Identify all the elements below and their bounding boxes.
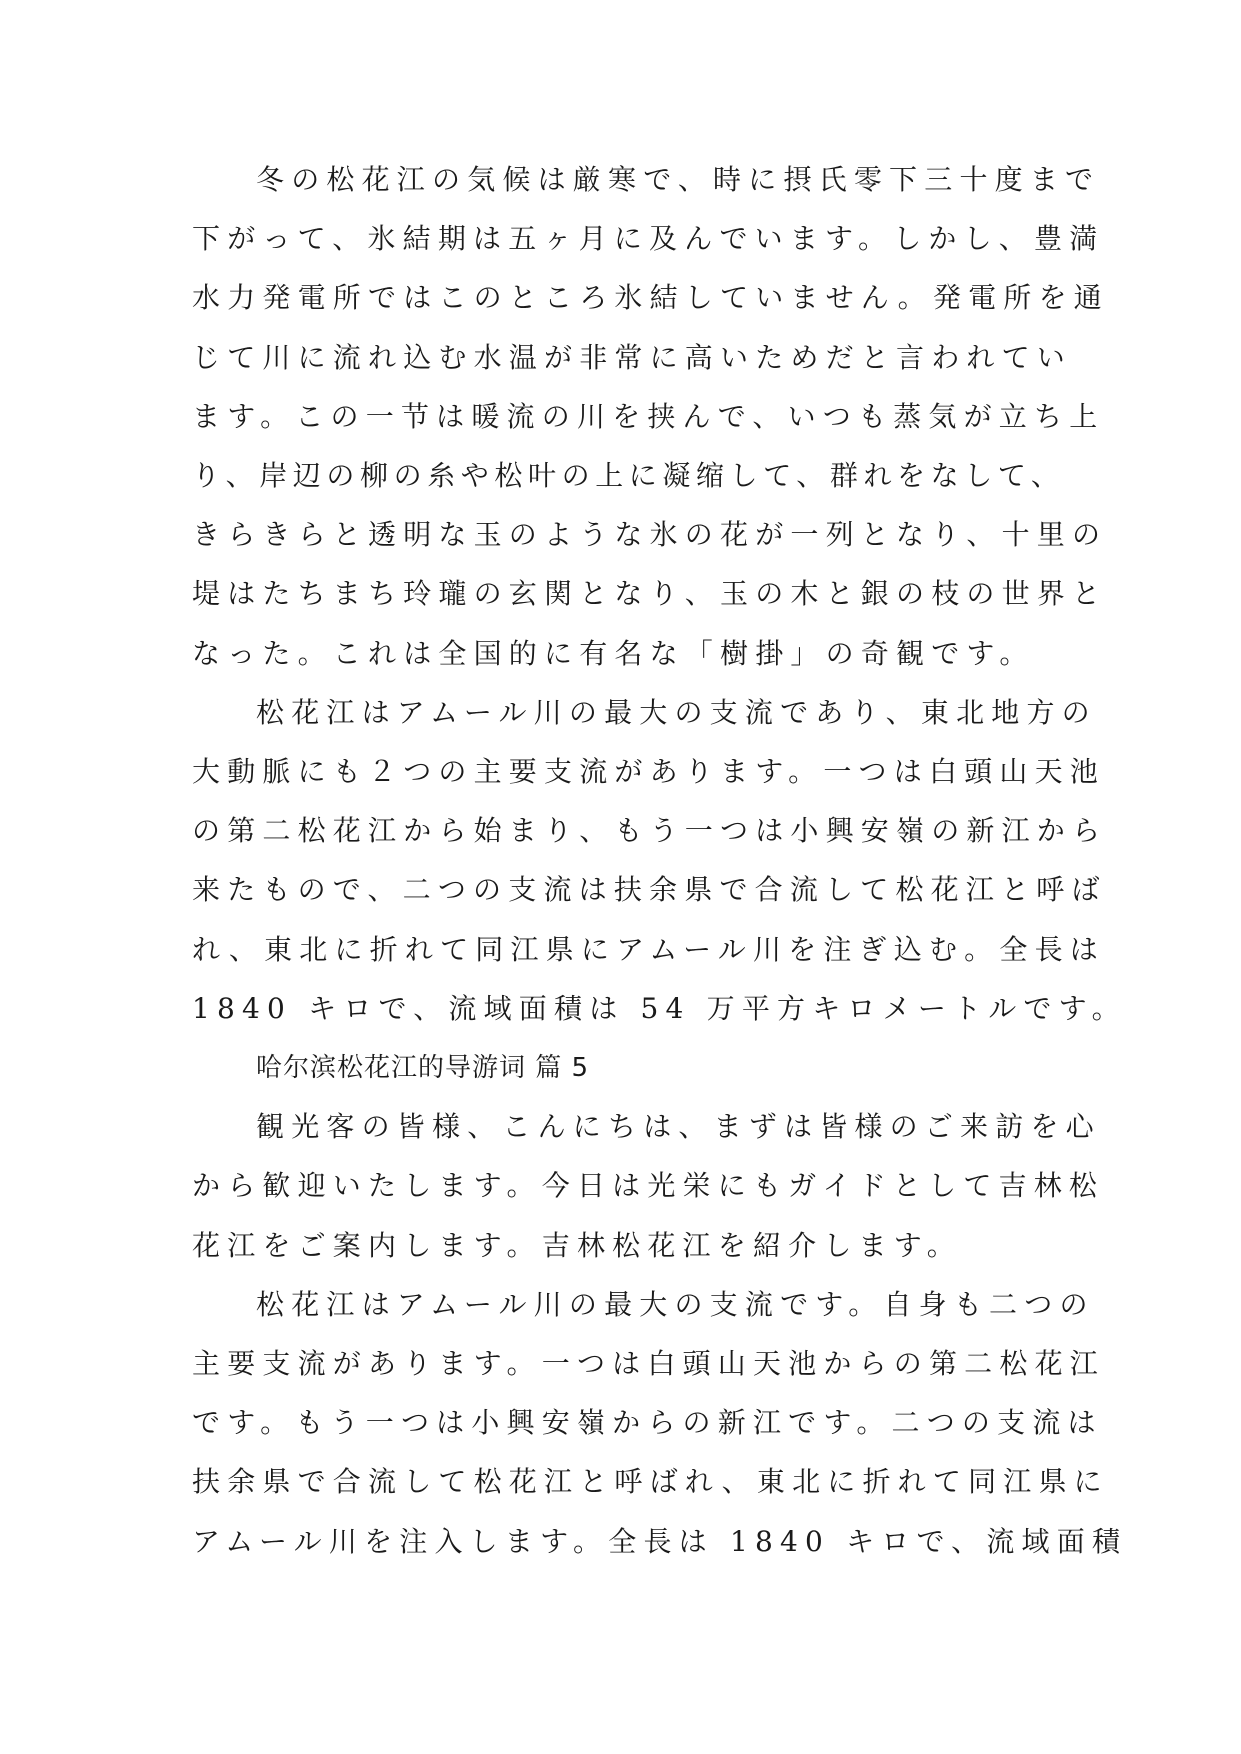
text-line: 1840 キロで、流域面積は 54 万平方キロメートルです。 bbox=[192, 992, 1127, 1025]
text-line: じて川に流れ込む水温が非常に高いためだと言われてい bbox=[192, 341, 1073, 374]
text-line: 扶余県で合流して松花江と呼ばれ、東北に折れて同江県に bbox=[192, 1465, 1109, 1498]
text-line: 松花江はアムール川の最大の支流です。自身も二つの bbox=[256, 1288, 1095, 1321]
text-line: です。もう一つは小興安嶺からの新江です。二つの支流は bbox=[192, 1406, 1103, 1439]
text-line: アムール川を注入します。全長は 1840 キロで、流域面積 bbox=[192, 1525, 1128, 1558]
text-line: から歓迎いたします。今日は光栄にもガイドとして吉林松 bbox=[192, 1169, 1105, 1202]
text-line: の第二松花江から始まり、もう一つは小興安嶺の新江から bbox=[192, 814, 1108, 847]
text-line: 観光客の皆様、こんにちは、まずは皆様のご来訪を心 bbox=[256, 1110, 1101, 1143]
text-line: り、岸辺の柳の糸や松叶の上に凝缩して、群れをなして、 bbox=[192, 459, 1065, 492]
text-line: 主要支流があります。一つは白頭山天池からの第二松花江 bbox=[192, 1347, 1105, 1380]
text-line: 大動脈にも２つの主要支流があります。一つは白頭山天池 bbox=[192, 755, 1105, 788]
text-line: 堤はたちまち玲瓏の玄関となり、玉の木と銀の枝の世界と bbox=[192, 577, 1108, 610]
text-line: きらきらと透明な玉のような氷の花が一列となり、十里の bbox=[192, 518, 1108, 551]
text-line: ます。この一节は暖流の川を挟んで、いつも蒸気が立ち上 bbox=[192, 400, 1105, 433]
text-line: 花江をご案内します。吉林松花江を紹介します。 bbox=[192, 1229, 962, 1262]
text-line: れ、東北に折れて同江県にアムール川を注ぎ込む。全長は bbox=[192, 933, 1105, 966]
text-line: 来たもので、二つの支流は扶余県で合流して松花江と呼ば bbox=[192, 873, 1107, 906]
text-line: 水力発電所ではこのところ氷結していません。発電所を通 bbox=[192, 281, 1109, 314]
text-line: 下がって、氷結期は五ヶ月に及んでいます。しかし、豊満 bbox=[192, 222, 1105, 255]
section-heading: 哈尔滨松花江的导游词 篇 5 bbox=[256, 1053, 590, 1083]
text-line: 松花江はアムール川の最大の支流であり、東北地方の bbox=[256, 696, 1097, 729]
text-line: 冬の松花江の気候は厳寒で、時に摂氏零下三十度まで bbox=[256, 163, 1101, 196]
text-line: なった。これは全国的に有名な「樹掛」の奇観です。 bbox=[192, 637, 1035, 670]
